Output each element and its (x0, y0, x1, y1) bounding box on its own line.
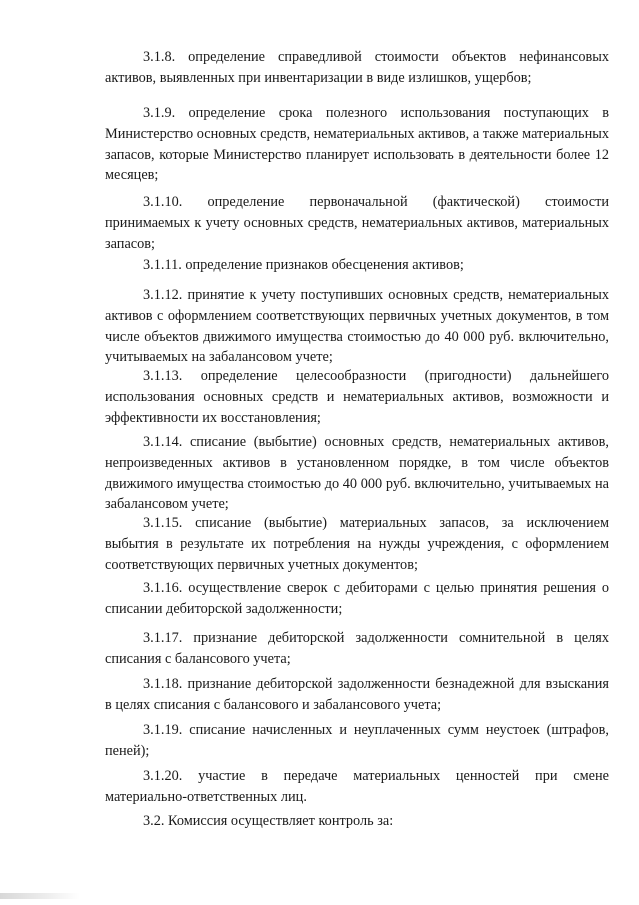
paragraph-3-1-13: 3.1.13. определение целесообразности (пригодности) дальнейшего использования основных средств и нематериальных активов, возможности и эффективности их восстановления; (105, 368, 609, 426)
paragraph-3-1-11: 3.1.11. определение признаков обесценения активов; (143, 257, 464, 273)
paragraph-3-2: 3.2. Комиссия осуществляет контроль за: (143, 813, 394, 829)
paragraph-3-1-15: 3.1.15. списание (выбытие) материальных запасов, за исключением выбытия в результате их потребления на нужды учреждения, с оформлением соответствующих первичных учетных документов; (105, 515, 609, 573)
paragraph-3-1-9: 3.1.9. определение срока полезного использования поступающих в Министерство основных средств, нематериальных активов, а также материальных запасов, которые Министерство планирует использовать в деятельности более 12 месяцев; (105, 105, 609, 184)
scan-edge-mark (0, 893, 80, 899)
paragraph-3-1-10: 3.1.10. определение первоначальной (фактической) стоимости принимаемых к учету основных средств, нематериальных активов, материальных запасов; (105, 194, 609, 252)
paragraph-3-1-12: 3.1.12. принятие к учету поступивших основных средств, нематериальных активов с оформлением соответствующих первичных учетных документов, в том числе объектов движимого имущества стоимостью до 40 000 руб. включительно, учитываемых на забалансовом учете; (105, 287, 609, 366)
paragraph-3-1-8: 3.1.8. определение справедливой стоимости объектов нефинансовых активов, выявленных при инвентаризации в виде излишков, ущербов; (105, 49, 609, 86)
paragraph-3-1-19: 3.1.19. списание начисленных и неуплаченных сумм неустоек (штрафов, пеней); (105, 722, 609, 759)
paragraph-3-1-18: 3.1.18. признание дебиторской задолженности безнадежной для взыскания в целях списания с балансового и забалансового учета; (105, 676, 609, 713)
paragraph-3-1-16: 3.1.16. осуществление сверок с дебиторами с целью принятия решения о списании дебиторской задолженности; (105, 580, 609, 617)
paragraph-3-1-17: 3.1.17. признание дебиторской задолженности сомнительной в целях списания с балансового учета; (105, 630, 609, 667)
paragraph-3-1-14: 3.1.14. списание (выбытие) основных средств, нематериальных активов, непроизведенных активов в установленном порядке, в том числе объектов движимого имущества стоимостью до 40 000 руб. включительно, учитываемых на забалансовом учете; (105, 434, 609, 513)
paragraph-3-1-20: 3.1.20. участие в передаче материальных ценностей при смене материально-ответственных лиц. (105, 768, 609, 805)
